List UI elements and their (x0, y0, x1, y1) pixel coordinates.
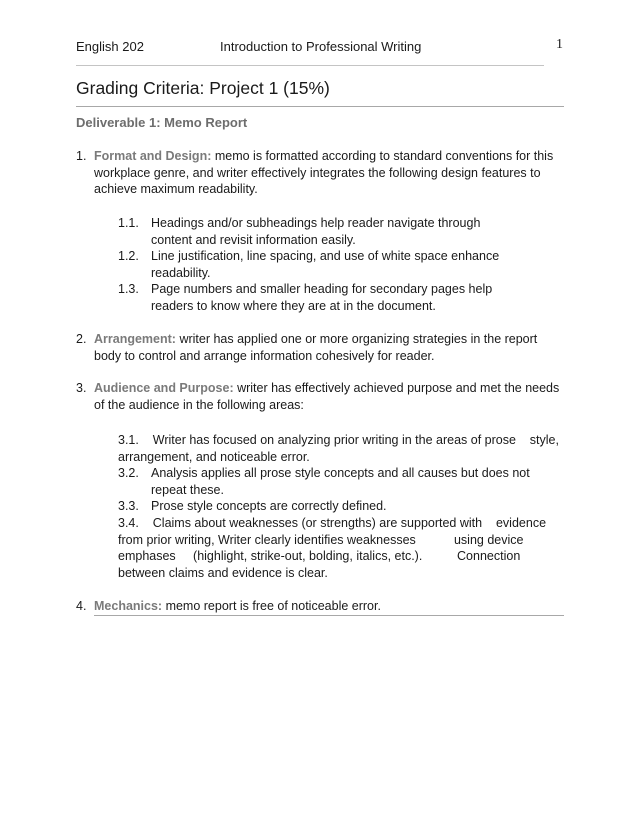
subcriterion-number: 3.1. (118, 433, 139, 447)
criterion-label: Arrangement: (94, 332, 176, 346)
criterion-number: 3. (76, 381, 87, 395)
subcriterion-text: 3.1. Writer has focused on analyzing prior writing in the areas of prose style, arrangement, and noticeable error. (118, 433, 559, 464)
subcriterion-text: Page numbers and smaller heading for secondary pages help readers to know where they are at in the document. (151, 282, 493, 313)
criterion-number: 2. (76, 332, 87, 346)
page-title: Grading Criteria: Project 1 (15%) (76, 78, 330, 98)
criterion-number: 1. (76, 149, 87, 163)
header-course: English 202 (76, 39, 144, 54)
header-course-title: Introduction to Professional Writing (220, 39, 422, 54)
subcriterion-text: Line justification, line spacing, and use of white space enhance readability. (151, 249, 500, 280)
subcriterion-number: 3.2. (118, 466, 139, 480)
subcriterion-number: 1.2. (118, 249, 139, 263)
page-number: 1 (556, 37, 563, 52)
criterion-label: Mechanics: (94, 599, 163, 613)
subcriterion-text: Prose style concepts are correctly defined. (151, 499, 387, 513)
subcriterion-text: Headings and/or subheadings help reader navigate through content and revisit information easily. (151, 216, 481, 247)
criterion-text: Arrangement: writer has applied one or more organizing strategies in the report body to control and arrange information cohesively for reader. (94, 332, 538, 363)
criterion-label: Format and Design: (94, 149, 212, 163)
criterion-text: Format and Design: memo is formatted according to standard conventions for this workplace genre, and writer effectively integrates the following design features to achieve maximum readability. (94, 149, 554, 196)
criterion-number: 4. (76, 599, 87, 613)
criterion-label: Audience and Purpose: (94, 381, 234, 395)
criterion-text: Mechanics: memo report is free of noticeable error. (94, 599, 381, 613)
subcriterion-text: 3.4. Claims about weaknesses (or strengths) are supported with evidence from prior writing, Writer clearly identifies weaknesses using device emphases (highlight, strike-out, bolding, italics, etc.). Connection between claims and evidence is clear. (118, 516, 547, 580)
subcriterion-number: 1.3. (118, 282, 139, 296)
subcriterion-number: 3.4. (118, 516, 139, 530)
subcriterion-number: 3.3. (118, 499, 139, 513)
title-rule (76, 106, 564, 107)
bottom-rule (94, 615, 564, 616)
criterion-text: Audience and Purpose: writer has effectively achieved purpose and met the needs of the audience in the following areas: (94, 381, 560, 412)
header-rule (76, 65, 544, 66)
subcriterion-number: 1.1. (118, 216, 139, 230)
deliverable-heading: Deliverable 1: Memo Report (76, 115, 248, 130)
subcriterion-text: Analysis applies all prose style concepts and all causes but does not repeat these. (151, 466, 530, 497)
